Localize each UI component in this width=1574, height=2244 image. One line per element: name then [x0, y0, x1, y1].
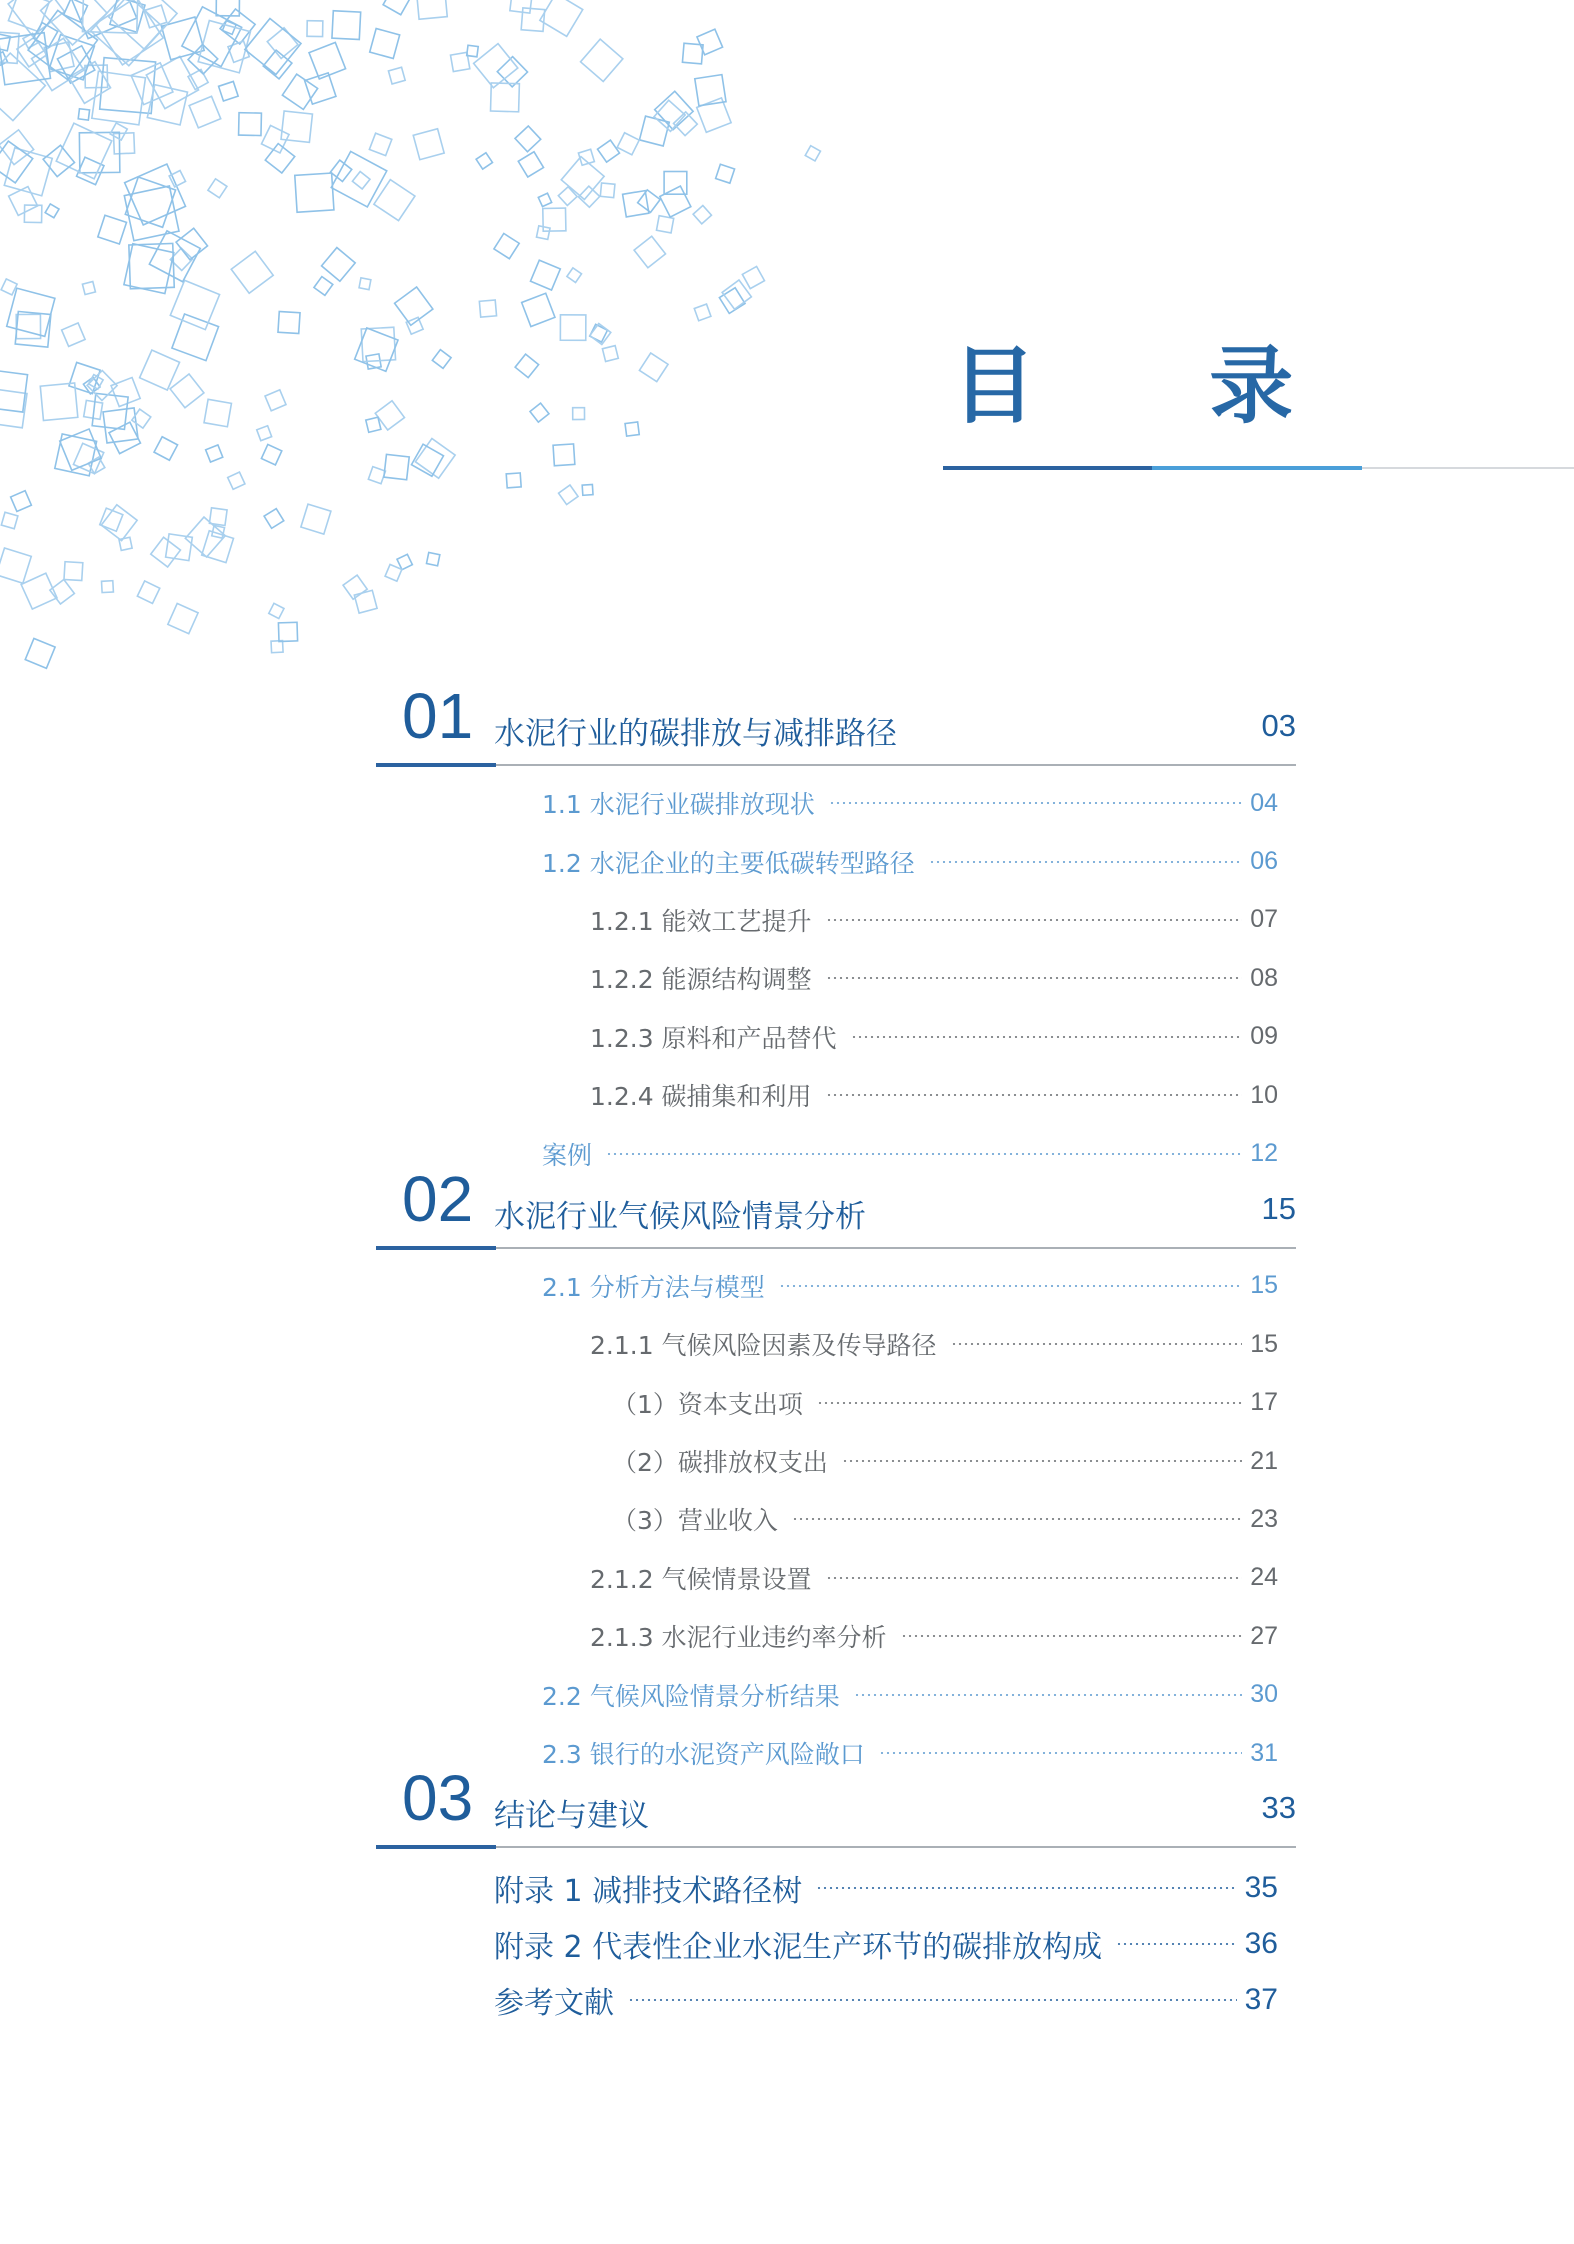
decorative-square	[515, 126, 541, 152]
decorative-square	[204, 399, 231, 426]
decorative-square	[281, 111, 312, 142]
decorative-square	[278, 622, 297, 641]
decorative-square	[602, 346, 618, 362]
dot-leader	[779, 1285, 1242, 1287]
decorative-square	[0, 548, 31, 583]
chapter-rule-accent	[376, 1845, 496, 1849]
toc-entry[interactable]	[376, 1432, 1296, 1490]
entry-label: 1.2.1 能效工艺提升	[590, 906, 812, 936]
chapter-number: 01	[402, 680, 474, 752]
decorative-square	[623, 191, 649, 217]
dot-leader	[829, 802, 1242, 804]
decorative-square	[170, 374, 204, 408]
toc-entry[interactable]	[376, 891, 1296, 949]
decorative-square	[77, 157, 104, 184]
decorative-square	[697, 29, 723, 55]
decorative-square	[582, 484, 593, 495]
dot-leader	[851, 1036, 1243, 1038]
entry-label: 参考文献	[494, 1986, 614, 2022]
entry-page: 23	[1250, 1504, 1278, 1533]
decorative-square	[219, 81, 239, 101]
entry-label: （2）碳排放权支出	[612, 1448, 828, 1478]
decorative-square	[639, 353, 668, 382]
chapter-page: 15	[1261, 1190, 1296, 1226]
decorative-square	[581, 39, 623, 81]
entry-page: 07	[1250, 905, 1278, 934]
dot-leader	[826, 1094, 1243, 1096]
decorative-square	[530, 403, 549, 422]
toc-entry[interactable]	[376, 1549, 1296, 1607]
toc-entry[interactable]	[376, 1607, 1296, 1665]
decorative-square	[69, 62, 111, 104]
decorative-square	[271, 641, 283, 653]
entry-page: 04	[1250, 788, 1278, 817]
decorative-square	[634, 236, 665, 267]
decorative-square	[144, 5, 167, 28]
decorative-square	[416, 0, 447, 19]
decorative-square	[172, 314, 219, 361]
decorative-square	[682, 43, 703, 64]
decorative-square	[370, 29, 400, 59]
toc-entry[interactable]	[376, 1916, 1296, 1972]
decorative-square	[494, 233, 519, 258]
dot-leader	[816, 1887, 1236, 1889]
decorative-square	[154, 437, 178, 461]
decorative-square	[231, 251, 273, 293]
entry-label: （1）资本支出项	[612, 1389, 803, 1419]
decorative-square	[567, 268, 582, 283]
decorative-squares-pattern	[0, 0, 900, 760]
decorative-square	[188, 44, 218, 74]
decorative-square	[476, 153, 492, 169]
entry-label: 2.1.3 水泥行业违约率分析	[590, 1623, 887, 1653]
dot-leader	[817, 1402, 1242, 1404]
chapter-rule-accent	[376, 1246, 496, 1250]
decorative-square	[530, 260, 560, 290]
decorative-square	[1, 279, 17, 295]
decorative-square	[124, 244, 174, 294]
entry-page: 35	[1244, 1871, 1278, 1905]
entry-label: 1.2 水泥企业的主要低碳转型路径	[542, 848, 915, 878]
table-of-contents	[376, 670, 1296, 2028]
decorative-square	[366, 417, 381, 432]
entry-label: 案例	[542, 1140, 593, 1170]
decorative-square	[98, 215, 127, 244]
toc-entry[interactable]	[376, 832, 1296, 890]
decorative-square	[78, 109, 89, 120]
decorative-square	[597, 140, 619, 162]
dot-leader	[929, 861, 1242, 863]
entry-page: 10	[1250, 1080, 1278, 1109]
decorative-square	[656, 216, 673, 233]
decorative-square	[560, 315, 585, 340]
entry-page: 30	[1250, 1680, 1278, 1709]
entry-page: 27	[1250, 1621, 1278, 1650]
dot-leader	[951, 1343, 1243, 1345]
entry-page: 15	[1250, 1329, 1278, 1358]
decorative-square	[111, 377, 140, 406]
decorative-square	[62, 323, 85, 346]
entry-label: 1.1 水泥行业碳排放现状	[542, 790, 815, 820]
decorative-square	[208, 179, 227, 198]
decorative-square	[558, 187, 577, 206]
dot-leader	[1116, 1943, 1236, 1945]
decorative-square	[359, 278, 371, 290]
decorative-square	[0, 33, 10, 50]
entry-page: 36	[1244, 1927, 1278, 1961]
decorative-square	[617, 133, 639, 155]
entry-label: 1.2.2 能源结构调整	[590, 965, 812, 995]
decorative-square	[103, 408, 138, 443]
toc-entry[interactable]	[376, 1008, 1296, 1066]
entry-label: 附录 1 减排技术路径树	[494, 1874, 803, 1910]
entry-label: 附录 2 代表性企业水泥生产环节的碳排放构成	[494, 1930, 1103, 1966]
entry-page: 31	[1250, 1738, 1278, 1767]
chapter-title: 水泥行业的碳排放与减排路径	[494, 716, 897, 752]
decorative-square	[1, 512, 18, 529]
decorative-square	[206, 445, 223, 462]
decorative-square	[140, 350, 180, 390]
toc-entry[interactable]	[376, 1257, 1296, 1315]
decorative-square	[522, 293, 555, 326]
decorative-square	[322, 248, 356, 282]
entry-page: 08	[1250, 963, 1278, 992]
decorative-square	[625, 422, 639, 436]
entry-page: 06	[1250, 847, 1278, 876]
decorative-square	[40, 383, 78, 421]
toc-entry[interactable]	[376, 774, 1296, 832]
entry-label: 2.1.1 气候风险因素及传导路径	[590, 1331, 937, 1361]
page-title: 目 录	[952, 336, 1366, 435]
title-underline	[943, 466, 1152, 470]
toc-entry[interactable]	[376, 949, 1296, 1007]
decorative-square	[170, 280, 219, 329]
entry-label: 2.2 气候风险情景分析结果	[542, 1681, 840, 1711]
decorative-square	[189, 96, 221, 128]
entry-page: 12	[1250, 1139, 1278, 1168]
decorative-square	[406, 317, 423, 334]
decorative-square	[216, 0, 239, 16]
entry-page: 17	[1250, 1388, 1278, 1417]
dot-leader	[826, 977, 1243, 979]
chapter-page: 33	[1261, 1790, 1296, 1826]
decorative-square	[228, 472, 245, 489]
entry-page: 37	[1244, 1983, 1278, 2017]
decorative-square	[369, 133, 391, 155]
entry-label: （3）营业收入	[612, 1506, 778, 1536]
decorative-square	[805, 146, 820, 161]
entry-label: 2.1.2 气候情景设置	[590, 1564, 812, 1594]
decorative-square	[368, 467, 385, 484]
chapter-rule-accent	[376, 763, 496, 767]
decorative-square	[239, 113, 262, 136]
title-underline-accent	[1152, 466, 1362, 470]
decorative-square	[209, 508, 227, 526]
decorative-square	[352, 171, 370, 189]
chapter-number: 03	[402, 1762, 474, 1835]
decorative-square	[149, 231, 200, 282]
toc-entry[interactable]	[376, 1374, 1296, 1432]
decorative-square	[573, 408, 585, 420]
decorative-square	[228, 41, 249, 62]
chapter-heading[interactable]	[376, 1153, 1296, 1251]
decorative-square	[694, 304, 711, 321]
decorative-square	[166, 534, 193, 561]
entry-label: 2.3 银行的水泥资产风险敞口	[542, 1740, 865, 1770]
decorative-square	[388, 67, 405, 84]
toc-entry[interactable]	[376, 1665, 1296, 1723]
chapter-heading[interactable]	[376, 670, 1296, 768]
chapter-rule	[496, 1846, 1296, 1848]
decorative-square	[295, 173, 334, 212]
decorative-square	[693, 206, 711, 224]
decorative-square	[385, 564, 402, 581]
decorative-square	[354, 590, 377, 613]
decorative-square	[540, 0, 583, 36]
decorative-square	[384, 454, 409, 479]
decorative-square	[264, 509, 284, 529]
decorative-square	[518, 152, 543, 177]
entry-label: 1.2.4 碳捕集和利用	[590, 1082, 812, 1112]
decorative-square	[64, 562, 83, 581]
chapter-heading[interactable]	[376, 1752, 1296, 1850]
toc-entry[interactable]	[376, 1972, 1296, 2028]
entry-page: 09	[1250, 1022, 1278, 1051]
chapter-number: 02	[402, 1162, 474, 1235]
decorative-square	[432, 350, 451, 369]
toc-entry[interactable]	[376, 1066, 1296, 1124]
decorative-square	[538, 193, 551, 206]
decorative-square	[45, 204, 59, 218]
decorative-square	[553, 444, 575, 466]
decorative-square	[168, 603, 198, 633]
decorative-square	[510, 0, 532, 13]
decorative-square	[25, 638, 55, 668]
decorative-square	[32, 38, 84, 90]
chapter-title: 结论与建议	[494, 1798, 649, 1835]
dot-leader	[792, 1518, 1242, 1520]
decorative-square	[559, 485, 579, 505]
dot-leader	[826, 919, 1243, 921]
decorative-square	[383, 0, 411, 15]
chapter-rule	[496, 764, 1296, 766]
decorative-square	[307, 21, 323, 37]
decorative-square	[600, 183, 615, 198]
decorative-square	[742, 266, 764, 288]
decorative-square	[515, 354, 538, 377]
decorative-square	[415, 439, 455, 479]
dot-leader	[842, 1460, 1242, 1462]
chapter-rule	[496, 1247, 1296, 1249]
chapter-title: 水泥行业气候风险情景分析	[494, 1198, 866, 1235]
decorative-square	[301, 504, 331, 534]
decorative-square	[147, 85, 187, 125]
decorative-square	[467, 45, 479, 57]
dot-leader	[901, 1635, 1243, 1637]
chapter-page: 03	[1261, 708, 1296, 743]
decorative-square	[278, 311, 300, 333]
entry-page: 21	[1250, 1446, 1278, 1475]
toc-entry[interactable]	[376, 1860, 1296, 1916]
entry-label: 1.2.3 原料和产品替代	[590, 1023, 837, 1053]
decorative-square	[332, 11, 361, 40]
decorative-square	[261, 444, 281, 464]
decorative-square	[11, 491, 32, 512]
dot-leader	[854, 1694, 1242, 1696]
toc-entry[interactable]	[376, 1315, 1296, 1373]
decorative-square	[479, 300, 496, 317]
entry-page: 24	[1250, 1563, 1278, 1592]
decorative-square	[257, 426, 272, 441]
decorative-square	[314, 277, 333, 296]
decorative-square	[413, 129, 444, 160]
decorative-square	[102, 581, 114, 593]
title-underline-gray	[1362, 467, 1574, 469]
decorative-square	[397, 554, 412, 569]
decorative-square	[265, 390, 286, 411]
entry-page: 15	[1250, 1271, 1278, 1300]
decorative-square	[374, 180, 415, 221]
decorative-square	[269, 603, 284, 618]
dot-leader	[628, 1999, 1237, 2001]
entry-label: 2.1 分析方法与模型	[542, 1272, 765, 1302]
decorative-square	[82, 282, 95, 295]
decorative-square	[220, 9, 255, 44]
decorative-square	[506, 473, 521, 488]
decorative-square	[137, 581, 159, 603]
decorative-square	[521, 8, 545, 32]
dot-leader	[826, 1577, 1243, 1579]
toc-entry[interactable]	[376, 1490, 1296, 1548]
decorative-square	[426, 552, 439, 565]
decorative-square	[716, 164, 735, 183]
decorative-square	[695, 75, 726, 106]
decorative-square	[474, 44, 518, 88]
